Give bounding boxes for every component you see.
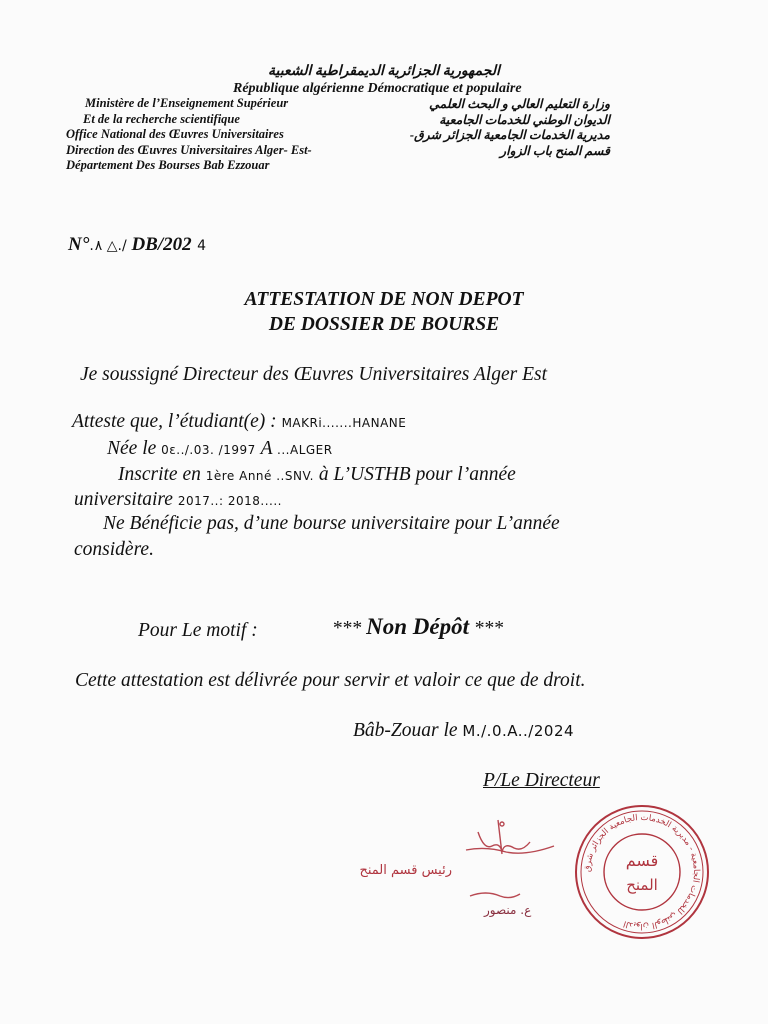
birth-date-handwritten: 0ε../.03. /1997 — [161, 443, 256, 457]
document-title — [0, 287, 768, 337]
reference-code: DB/202 — [126, 234, 192, 255]
reference-prefix: N° — [68, 234, 90, 255]
header-right-line: مديرية الخدمات الجامعية الجزائر شرق- — [409, 128, 610, 142]
student-line — [72, 411, 406, 433]
header-left-line: Et de la recherche scientifique — [83, 111, 240, 126]
benefit-line: Ne Bénéficie pas, d’une bourse universitaire pour L’année — [103, 513, 560, 534]
student-label: Atteste que, l’étudiant(e) : — [72, 411, 282, 432]
official-round-stamp — [572, 802, 712, 947]
motif-value — [332, 614, 503, 640]
place-prefix: Bâb-Zouar le — [353, 720, 463, 741]
reference-handwritten-number: .۸ △./ — [89, 238, 127, 254]
title-line-1: ATTESTATION DE NON DEPOT — [244, 289, 524, 310]
birth-label: Née le — [107, 438, 162, 459]
signatory-title: P/Le Directeur — [483, 770, 600, 791]
signature-caption: رئيس قسم المنح — [359, 863, 452, 878]
motif-stars-after: *** — [469, 618, 504, 639]
stamp-ring-text: الديوان الوطني للخدمات الجامعية - مديرية الخدمات الجامعية الجزائر شرق — [582, 812, 702, 932]
benefit-line-2: considère. — [74, 539, 154, 560]
header-left-line: Département Des Bourses Bab Ezzouar — [66, 158, 270, 172]
year-handwritten: 2017..: 2018..... — [177, 494, 282, 508]
enrollment-line — [118, 464, 516, 486]
header-right-line: الديوان الوطني للخدمات الجامعية — [439, 112, 610, 127]
round-stamp-graphic — [572, 802, 712, 942]
header-left-line: Ministère de l’Enseignement Supérieur — [85, 96, 289, 110]
stamp-center-line-1: قسم — [625, 851, 659, 870]
enrolled-handwritten: 1ère Anné ..SNV. — [205, 469, 314, 483]
birth-place-handwritten: ...ALGER — [277, 443, 333, 457]
header-left-line: Direction des Œuvres Universitaires Alger- Est- — [66, 142, 312, 157]
header-left-line: Office National des Œuvres Universitaires — [66, 127, 284, 141]
header-right-line: قسم المنح باب الزوار — [500, 143, 610, 158]
enrolled-label: Inscrite en — [118, 464, 206, 485]
academic-year-line — [74, 489, 282, 511]
reference-year-digit: 4 — [191, 238, 207, 254]
issue-date-handwritten: M./.0.A../2024 — [462, 722, 575, 740]
signature-name: ع. منصور — [484, 903, 532, 917]
stamp-center-line-2: المنح — [626, 876, 658, 894]
arabic-republic-title: الجمهورية الجزائرية الديمقراطية الشعبية — [268, 64, 500, 79]
birth-place-label: A — [255, 438, 278, 459]
year-label: universitaire — [74, 489, 178, 510]
title-line-2: DE DOSSIER DE BOURSE — [268, 314, 500, 335]
ministry-header-left — [66, 96, 312, 174]
intro-line: Je soussigné Directeur des Œuvres Universitaires Alger Est — [80, 364, 548, 385]
place-date — [353, 720, 574, 742]
student-name-handwritten: MAKRi.......HANANE — [281, 416, 407, 430]
french-republic-title: République algérienne Démocratique et populaire — [233, 81, 522, 96]
signature-graphic — [359, 812, 570, 922]
motif-label: Pour Le motif : — [138, 620, 258, 641]
birth-line — [107, 438, 333, 460]
header-right-line: وزارة التعليم العالي و البحث العلمي — [429, 97, 610, 111]
motif-text: Non Dépôt — [366, 614, 469, 639]
motif-stars-before: *** — [332, 618, 367, 639]
reference-number — [68, 234, 207, 256]
certification-statement: Cette attestation est délivrée pour servir et valoir ce que de droit. — [75, 670, 586, 691]
svg-text:الديوان الوطني للخدمات الجامعي — [583, 813, 701, 931]
ministry-header-right — [410, 97, 610, 159]
signature-stamp — [359, 812, 570, 927]
enrolled-suffix: à L’USTHB pour l’année — [313, 464, 516, 485]
